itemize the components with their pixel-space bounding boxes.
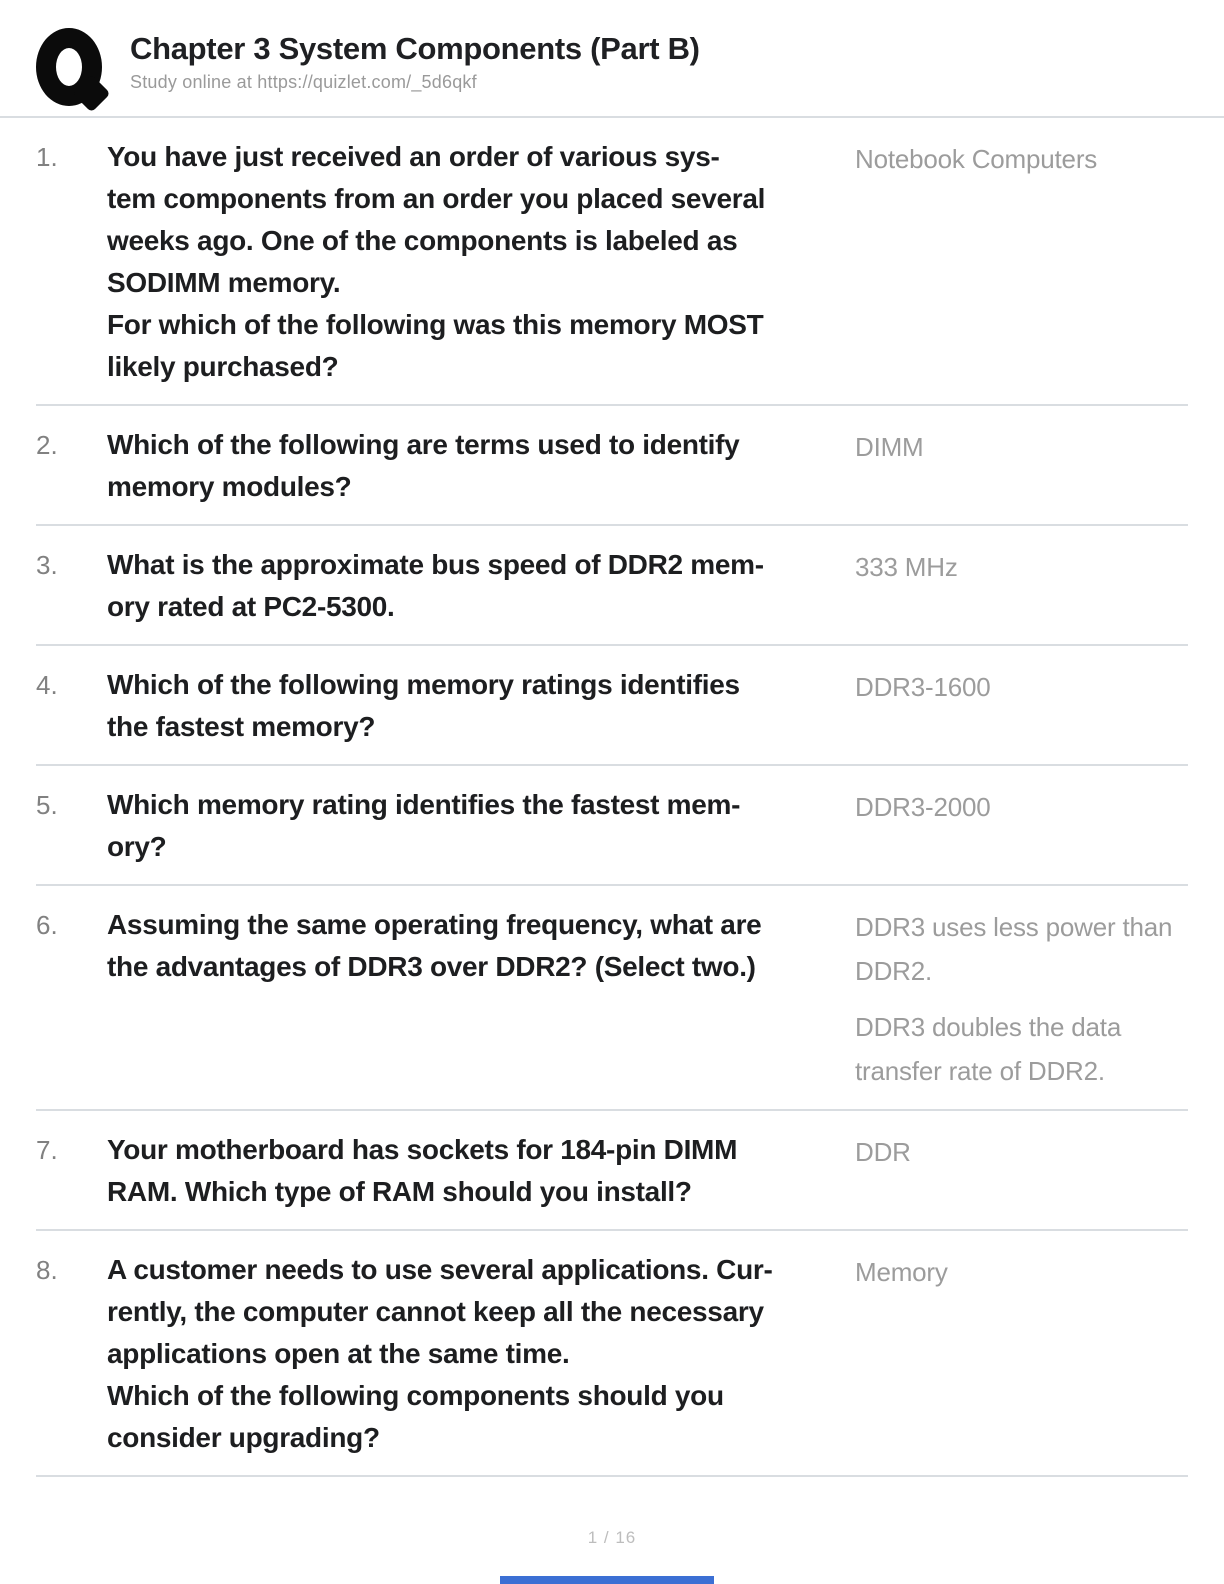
- study-online-link: Study online at https://quizlet.com/_5d6qkf: [130, 72, 477, 93]
- question-line: weeks ago. One of the components is labeled as: [107, 225, 738, 256]
- question-line: consider upgrading?: [107, 1422, 380, 1453]
- question-number: 5.: [36, 790, 58, 820]
- answer-paragraph: DDR3-2000: [855, 792, 991, 822]
- question-number: 3.: [36, 550, 58, 580]
- question-text: [107, 544, 855, 628]
- answer-text: [855, 544, 1188, 589]
- answer-paragraph: DDR3 doubles the data transfer rate of DDR2.: [855, 1012, 1122, 1086]
- question-text: [107, 424, 855, 508]
- question-line: tem components from an order you placed several: [107, 183, 766, 214]
- question-line: SODIMM memory.: [107, 267, 341, 298]
- page-title: Chapter 3 System Components (Part B): [130, 31, 700, 66]
- question-number: 7.: [36, 1135, 58, 1165]
- question-line: You have just received an order of various sys-: [107, 141, 720, 172]
- question-row: [36, 646, 1188, 766]
- answer-text: [855, 424, 1188, 469]
- question-line: memory modules?: [107, 471, 352, 502]
- answer-text: [855, 784, 1188, 829]
- answer-paragraph: DDR3-1600: [855, 672, 991, 702]
- answer-text: [855, 1129, 1188, 1174]
- question-number: 6.: [36, 910, 58, 940]
- question-line: applications open at the same time.: [107, 1338, 570, 1369]
- page-number: 1 / 16: [587, 1528, 637, 1547]
- answer-paragraph: 333 MHz: [855, 552, 958, 582]
- question-line: ory?: [107, 831, 167, 862]
- header-text: [130, 28, 700, 93]
- question-line: Which memory rating identifies the fastest mem-: [107, 789, 741, 820]
- question-row: [36, 526, 1188, 646]
- question-line: What is the approximate bus speed of DDR2 mem-: [107, 549, 764, 580]
- question-row: [36, 1111, 1188, 1231]
- question-line: the fastest memory?: [107, 711, 376, 742]
- question-text: [107, 904, 855, 988]
- answer-text: [855, 1249, 1188, 1294]
- question-text: [107, 784, 855, 868]
- question-line: Which of the following memory ratings identifies: [107, 669, 740, 700]
- header: [0, 0, 1224, 118]
- question-line: For which of the following was this memory MOST: [107, 309, 764, 340]
- answer-paragraph: Memory: [855, 1257, 948, 1287]
- bottom-accent-bar: [500, 1576, 714, 1584]
- question-row: [36, 118, 1188, 406]
- question-line: Which of the following are terms used to identify: [107, 429, 740, 460]
- answer-text: [855, 664, 1188, 709]
- question-row: [36, 886, 1188, 1111]
- answer-paragraph: DDR: [855, 1137, 911, 1167]
- answer-text: [855, 904, 1188, 1093]
- question-line: A customer needs to use several applications. Cur-: [107, 1254, 773, 1285]
- question-list: [0, 118, 1224, 1477]
- question-line: the advantages of DDR3 over DDR2? (Select two.): [107, 951, 756, 982]
- answer-paragraph: Notebook Computers: [855, 144, 1098, 174]
- answer-text: [855, 136, 1188, 181]
- question-number: 8.: [36, 1255, 58, 1285]
- question-number: 2.: [36, 430, 58, 460]
- question-line: likely purchased?: [107, 351, 339, 382]
- question-line: rently, the computer cannot keep all the necessary: [107, 1296, 764, 1327]
- answer-paragraph: DIMM: [855, 432, 924, 462]
- question-row: [36, 1231, 1188, 1477]
- question-text: [107, 1129, 855, 1213]
- question-line: Which of the following components should you: [107, 1380, 724, 1411]
- question-line: Assuming the same operating frequency, what are: [107, 909, 762, 940]
- question-line: ory rated at PC2-5300.: [107, 591, 395, 622]
- question-line: Your motherboard has sockets for 184-pin DIMM: [107, 1134, 738, 1165]
- question-text: [107, 136, 855, 388]
- question-number: 1.: [36, 142, 58, 172]
- question-row: [36, 406, 1188, 526]
- question-row: [36, 766, 1188, 886]
- question-text: [107, 664, 855, 748]
- question-number: 4.: [36, 670, 58, 700]
- question-line: RAM. Which type of RAM should you install?: [107, 1176, 692, 1207]
- question-text: [107, 1249, 855, 1459]
- answer-paragraph: DDR3 uses less power than DDR2.: [855, 912, 1173, 986]
- quizlet-logo-icon: [36, 28, 102, 106]
